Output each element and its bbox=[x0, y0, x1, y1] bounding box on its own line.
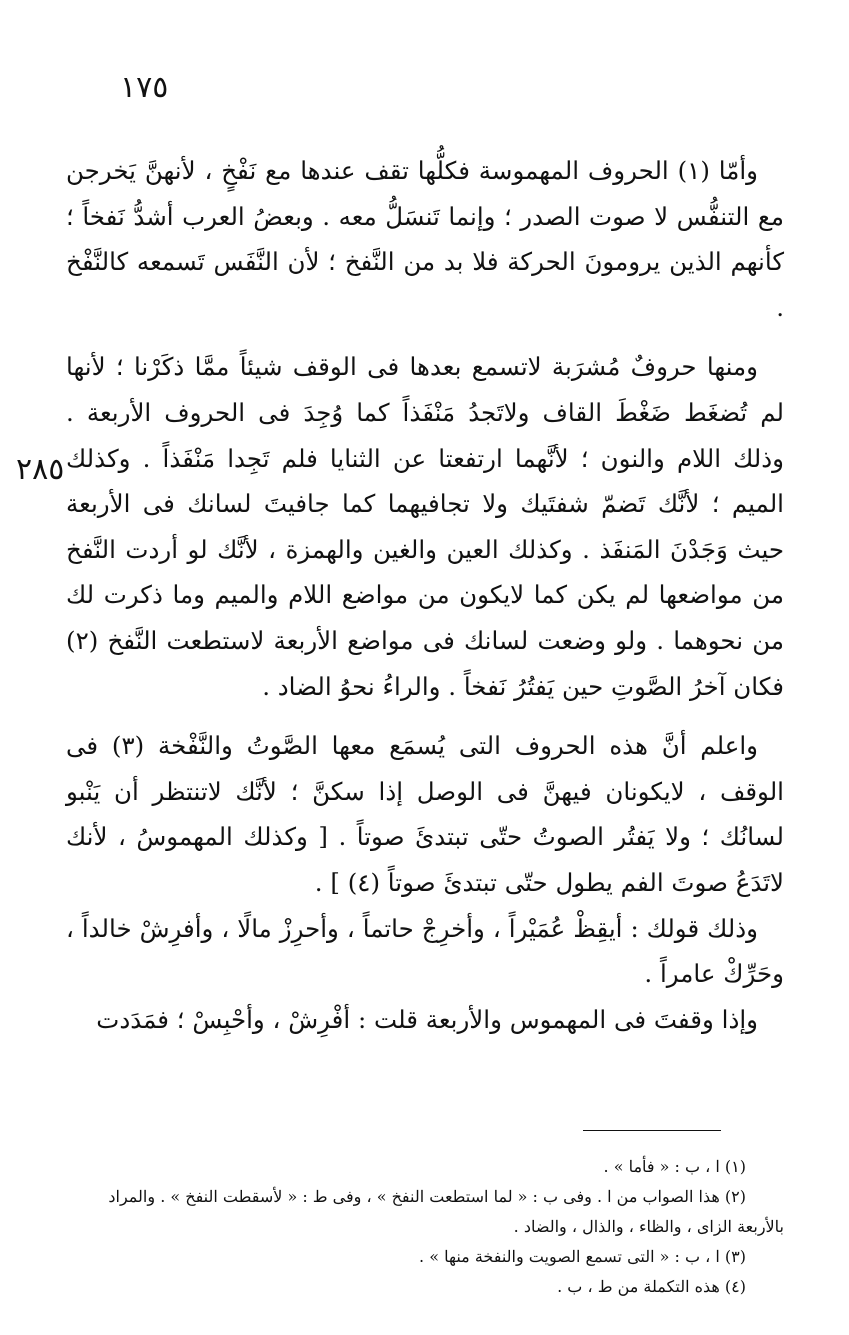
footnote-continuation: بالأربعة الزاى ، والظاء ، والذال ، والضاد . bbox=[513, 1217, 784, 1236]
footnote-divider bbox=[583, 1130, 721, 1131]
footnote: (١) ا ، ب : « فأما » . bbox=[603, 1157, 746, 1176]
paragraph: وإذا وقفتَ فى المهموس والأربعة قلت : أفْرِشْ ، وأحْبِسْ ؛ فمَدَدت bbox=[96, 1004, 758, 1034]
main-text bbox=[66, 148, 784, 1042]
paragraph: ومنها حروفٌ مُشرَبة لاتسمع بعدها فى الوقف شيئاً ممَّا ذكَرْنا ؛ لأنها لم تُضغَط ضَغْطَ القاف ولاتَجدُ مَنْفَذاً كما وُجِدَ فى الحروف الأربعة . وذلك اللام والنون ؛ لأنَّهما ارتفعتا عن الثنايا فلم تَجِدا مَنْفَذاً . وكذلك الميم ؛ لأنَّك تَضمّ شفتَيك ولا تجافيهما كما جافيتَ لسانك فى الأربعة حيث وَجَدْنَ المَنفَذ . وكذلك العين والغين والهمزة ، لأنَّك لو أردت النَّفخ من مواضعها لم يكن كما لايكون من مواضع اللام والميم وما ذكرت لك من نحوهما . ولو وضعت لسانك فى مواضع الأربعة لاستطعت النَّفخ (٢) فكان آخرُ الصَّوتِ حين يَفتُرُ نَفخاً . والراءُ نحوُ الضاد . bbox=[66, 352, 784, 701]
page-number: ١٧٥ bbox=[120, 70, 169, 105]
footnote: (٣) ا ، ب : « التى تسمع الصويت والنفخة منها » . bbox=[419, 1247, 746, 1266]
margin-line-number: ٢٨٥ bbox=[16, 452, 65, 487]
paragraph: وذلك قولك : أيقِظْ عُمَيْراً ، وأخرِجْ حاتماً ، وأحرِزْ مالًا ، وأفرِشْ خالداً ، وحَرِّكْ عامراً . bbox=[66, 913, 784, 989]
footnote: (٢) هذا الصواب من ا . وفى ب : « لما استطعت النفخ » ، وفى ط : « لأسقطت النفخ » . والمراد bbox=[108, 1187, 746, 1206]
paragraph: وأمّا (١) الحروف المهموسة فكلُّها تقف عندها مع نَفْخٍ ، لأنهنَّ يَخرجن مع التنفُّس لا صوت الصدر ؛ وإنما تَنسَلُّ معه . وبعضُ العرب أشدُّ نَفخاً ؛ كأنهم الذين يرومونَ الحركة فلا بد من النَّفخ ؛ لأن النَّفَس تَسمعه كالنَّفْخ . bbox=[66, 156, 784, 322]
footnotes bbox=[66, 1152, 784, 1302]
paragraph: واعلم أنَّ هذه الحروف التى يُسمَع معها الصَّوتُ والنَّفْخة (٣) فى الوقف ، لايكونان فيهنَّ فى الوصل إذا سكنَّ ؛ لأنَّك لاتنتظر أن يَنْبو لسانُك ؛ ولا يَفتُر الصوتُ حتّى تبتدئَ صوتاً . [ وكذلك المهموسُ ، لأنك لاتَدَعُ صوتَ الفم يطول حتّى تبتدئَ صوتاً (٤) ] . bbox=[66, 731, 784, 897]
footnote: (٤) هذه التكملة من ط ، ب . bbox=[557, 1277, 746, 1296]
